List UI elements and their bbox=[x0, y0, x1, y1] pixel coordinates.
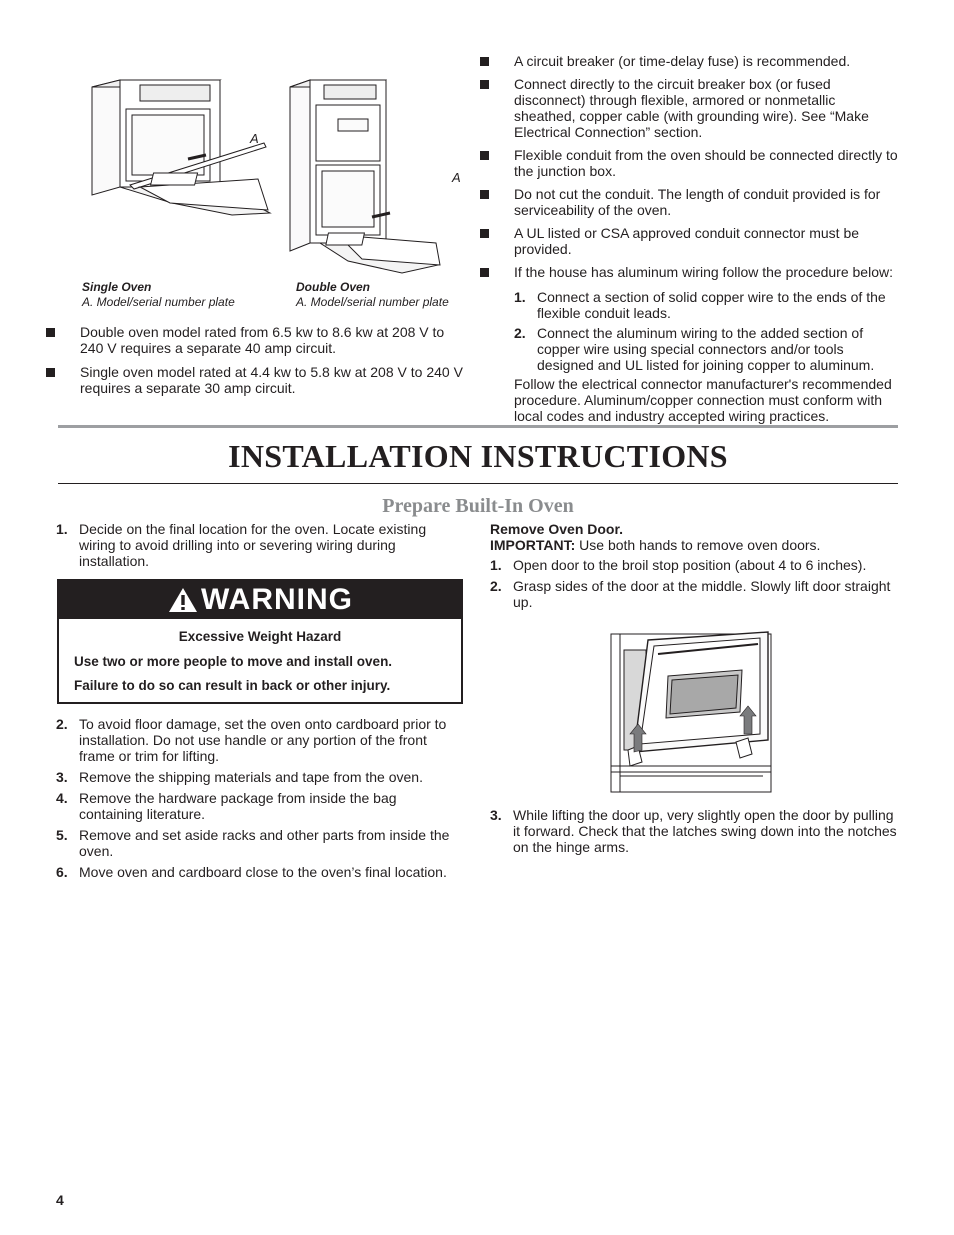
list-item: Single oven model rated at 4.4 kw to 5.8 kw at 208 V to 240 V requires a separate 30 amp circuit. bbox=[46, 364, 466, 396]
step-text: Remove and set aside racks and other parts from inside the oven. bbox=[79, 827, 450, 859]
step-number: 3. bbox=[490, 807, 502, 823]
single-oven-caption-text: A. Model/serial number plate bbox=[82, 295, 235, 309]
important-text: Use both hands to remove oven doors. bbox=[575, 537, 821, 553]
step-number: 1. bbox=[490, 557, 502, 573]
list-item bbox=[56, 827, 462, 859]
oven-door-removal-illustration bbox=[608, 630, 774, 794]
step-text: Connect the aluminum wiring to the added section of copper wire using special connectors and/or tools designed and UL listed for joining copper to aluminum. bbox=[537, 325, 875, 373]
warning-header bbox=[59, 581, 461, 619]
single-oven-drawing bbox=[92, 80, 270, 215]
step-text: Remove the shipping materials and tape from the oven. bbox=[79, 769, 423, 785]
double-oven-label-a: A bbox=[452, 170, 461, 185]
aluminum-wiring-steps bbox=[514, 289, 900, 373]
step-number: 1. bbox=[514, 289, 526, 305]
step-number: 5. bbox=[56, 827, 68, 843]
warning-box bbox=[57, 579, 463, 704]
step-number: 3. bbox=[56, 769, 68, 785]
page-title: INSTALLATION INSTRUCTIONS bbox=[228, 438, 728, 474]
remove-door-important bbox=[490, 537, 900, 553]
list-item bbox=[490, 807, 900, 855]
list-item bbox=[490, 578, 900, 610]
list-item bbox=[56, 521, 462, 569]
list-item: Connect directly to the circuit breaker box (or fused disconnect) through flexible, armored or nonmetallic sheathed, copper cable (with grounding wire). See “Make Electrical Connection” section. bbox=[480, 76, 900, 140]
aluminum-note: Follow the electrical connector manufacturer's recommended procedure. Aluminum/copper connection must conform with local codes and industry accepted wiring practices. bbox=[514, 376, 892, 424]
warning-line-2: Failure to do so can result in back or other injury. bbox=[74, 678, 391, 693]
list-item: If the house has aluminum wiring follow the procedure below: bbox=[480, 264, 900, 280]
list-item bbox=[514, 325, 900, 373]
list-item: A circuit breaker (or time-delay fuse) is recommended. bbox=[480, 53, 900, 69]
section-title: Prepare Built-In Oven bbox=[382, 495, 574, 517]
double-oven-caption bbox=[296, 280, 486, 310]
step-text: Grasp sides of the door at the middle. Slowly lift door straight up. bbox=[513, 578, 891, 610]
prepare-step-1 bbox=[56, 521, 462, 574]
double-oven-title: Double Oven bbox=[296, 280, 371, 294]
list-item bbox=[56, 864, 462, 880]
list-item bbox=[56, 790, 462, 822]
remove-door-step-3 bbox=[490, 807, 900, 860]
step-number: 2. bbox=[490, 578, 502, 594]
step-text: Open door to the broil stop position (about 4 to 6 inches). bbox=[513, 557, 867, 573]
remove-door-heading: Remove Oven Door. bbox=[490, 521, 624, 537]
warning-hazard: Excessive Weight Hazard bbox=[178, 629, 342, 644]
page-number: 4 bbox=[56, 1192, 64, 1208]
warning-line-1: Use two or more people to move and install oven. bbox=[74, 654, 393, 669]
remove-door-steps bbox=[490, 557, 900, 610]
important-label: IMPORTANT: bbox=[490, 537, 576, 553]
list-item: Double oven model rated from 6.5 kw to 8.6 kw at 208 V to 240 V requires a separate 40 amp circuit. bbox=[46, 324, 466, 356]
list-item: A UL listed or CSA approved conduit connector must be provided. bbox=[480, 225, 900, 257]
list-item bbox=[56, 716, 462, 764]
list-item bbox=[56, 769, 462, 785]
step-number: 1. bbox=[56, 521, 68, 537]
step-text: Connect a section of solid copper wire to the ends of the flexible conduit leads. bbox=[537, 289, 886, 321]
step-text: Decide on the final location for the oven. Locate existing wiring to avoid drilling into or severing wiring during installation. bbox=[79, 521, 427, 569]
step-text: Remove the hardware package from inside the bag containing literature. bbox=[79, 790, 397, 822]
electrical-requirements-list bbox=[480, 53, 900, 280]
warning-body bbox=[59, 629, 461, 694]
step-text: While lifting the door up, very slightly open the door by pulling it forward. Check that the latches swing down into the notches on the hinge arms. bbox=[513, 807, 897, 855]
step-text: Move oven and cardboard close to the oven’s final location. bbox=[79, 864, 447, 880]
step-text: To avoid floor damage, set the oven onto cardboard prior to installation. Do not use handle or any portion of the front frame or trim for lifting. bbox=[79, 716, 447, 764]
double-oven-drawing bbox=[290, 80, 440, 273]
top-rule bbox=[58, 425, 898, 428]
title-rule bbox=[58, 483, 898, 484]
step-number: 6. bbox=[56, 864, 68, 880]
circuit-requirements-list bbox=[46, 324, 466, 403]
list-item bbox=[490, 557, 900, 573]
prepare-steps-2-6 bbox=[56, 716, 462, 885]
list-item bbox=[514, 289, 900, 321]
electrical-requirements-column bbox=[480, 53, 900, 424]
single-oven-caption bbox=[82, 280, 292, 310]
single-oven-label-a: A bbox=[250, 131, 259, 146]
oven-models-illustration bbox=[80, 75, 475, 280]
step-number: 2. bbox=[514, 325, 526, 341]
list-item: Do not cut the conduit. The length of conduit provided is for serviceability of the oven. bbox=[480, 186, 900, 218]
double-oven-caption-text: A. Model/serial number plate bbox=[296, 295, 449, 309]
step-number: 4. bbox=[56, 790, 68, 806]
remove-door-section bbox=[490, 521, 900, 615]
warning-heading: WARNING bbox=[201, 583, 353, 616]
warning-triangle-icon bbox=[167, 586, 199, 614]
list-item: Flexible conduit from the oven should be connected directly to the junction box. bbox=[480, 147, 900, 179]
single-oven-title: Single Oven bbox=[82, 280, 152, 294]
step-number: 2. bbox=[56, 716, 68, 732]
